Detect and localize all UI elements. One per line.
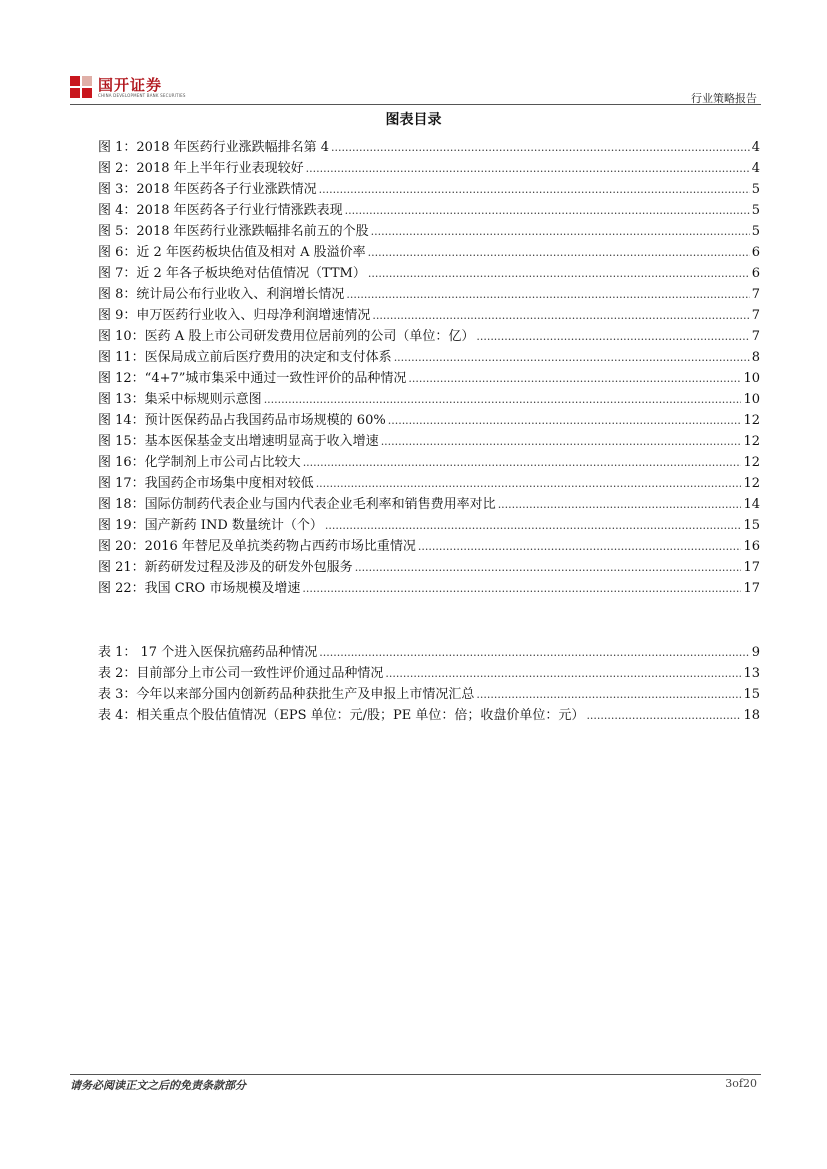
table-entry-label: 表 4：相关重点个股估值情况（EPS 单位：元/股；PE 单位：倍；收盘价单位：元）	[98, 708, 585, 723]
header-divider	[70, 104, 761, 105]
table-entry[interactable]	[98, 705, 760, 726]
leader-dots	[418, 536, 742, 557]
leader-dots	[381, 431, 742, 452]
leader-dots	[498, 494, 742, 515]
figure-list	[98, 137, 760, 599]
company-logo	[70, 76, 186, 98]
table-entry-label: 表 1： 17 个进入医保抗癌药品种情况	[98, 645, 318, 660]
figure-entry-label: 图 19：国产新药 IND 数量统计（个）	[98, 518, 323, 533]
leader-dots	[316, 473, 742, 494]
table-entry[interactable]	[98, 684, 760, 705]
figure-entry-label: 图 17：我国药企市场集中度相对较低	[98, 476, 314, 491]
table-entry-label: 表 2：目前部分上市公司一致性评价通过品种情况	[98, 666, 384, 681]
figure-entry-page: 10	[743, 392, 760, 407]
logo-mark-icon	[70, 76, 92, 98]
leader-dots	[476, 326, 749, 347]
figure-entry[interactable]	[98, 410, 760, 431]
figure-entry-label: 图 12：“4+7”城市集采中通过一致性评价的品种情况	[98, 371, 407, 386]
figure-entry[interactable]	[98, 368, 760, 389]
figure-entry[interactable]	[98, 158, 760, 179]
leader-dots	[408, 368, 741, 389]
leader-dots	[368, 263, 750, 284]
footer-divider	[70, 1074, 761, 1075]
figure-entry[interactable]	[98, 242, 760, 263]
figure-entry-page: 4	[751, 161, 760, 176]
figure-entry-label: 图 10：医药 A 股上市公司研发费用位居前列的公司（单位：亿）	[98, 329, 475, 344]
table-entry[interactable]	[98, 663, 760, 684]
figure-entry[interactable]	[98, 179, 760, 200]
figure-entry[interactable]	[98, 221, 760, 242]
figure-entry[interactable]	[98, 284, 760, 305]
figure-entry-label: 图 20：2016 年替尼及单抗类药物占西药市场比重情况	[98, 539, 416, 554]
leader-dots	[325, 515, 742, 536]
table-entry-page: 15	[743, 687, 760, 702]
leader-dots	[371, 221, 750, 242]
leader-dots	[476, 684, 741, 705]
figure-entry-page: 12	[743, 434, 760, 449]
figure-entry[interactable]	[98, 515, 760, 536]
leader-dots	[303, 452, 742, 473]
figure-entry-label: 图 5：2018 年医药行业涨跌幅排名前五的个股	[98, 224, 369, 239]
figure-entry-page: 12	[743, 455, 760, 470]
figure-entry-label: 图 21：新药研发过程及涉及的研发外包服务	[98, 560, 353, 575]
figure-entry[interactable]	[98, 431, 760, 452]
figure-entry-label: 图 16：化学制剂上市公司占比较大	[98, 455, 301, 470]
figure-entry-page: 4	[751, 140, 760, 155]
leader-dots	[319, 179, 750, 200]
figure-entry-label: 图 9：申万医药行业收入、归母净利润增速情况	[98, 308, 371, 323]
figure-entry-page: 8	[751, 350, 760, 365]
leader-dots	[331, 137, 750, 158]
leader-dots	[394, 347, 750, 368]
figure-entry[interactable]	[98, 263, 760, 284]
figure-entry-label: 图 22：我国 CRO 市场规模及增速	[98, 581, 301, 596]
figure-entry-page: 17	[743, 560, 760, 575]
figure-entry-page: 17	[743, 581, 760, 596]
figure-entry-page: 10	[743, 371, 760, 386]
figure-entry-page: 5	[751, 224, 760, 239]
figure-entry[interactable]	[98, 452, 760, 473]
figure-entry-page: 5	[751, 182, 760, 197]
table-entry-page: 9	[751, 645, 760, 660]
figure-entry[interactable]	[98, 494, 760, 515]
leader-dots	[346, 284, 749, 305]
figure-entry-label: 图 7：近 2 年各子板块绝对估值情况（TTM）	[98, 266, 366, 281]
figure-entry-page: 6	[751, 245, 760, 260]
figure-entry[interactable]	[98, 473, 760, 494]
leader-dots	[385, 663, 741, 684]
figure-entry[interactable]	[98, 137, 760, 158]
figure-entry[interactable]	[98, 326, 760, 347]
leader-dots	[319, 642, 750, 663]
figure-entry-page: 14	[743, 497, 760, 512]
figure-entry-label: 图 3：2018 年医药各子行业涨跌情况	[98, 182, 317, 197]
leader-dots	[302, 578, 741, 599]
figure-entry-label: 图 13：集采中标规则示意图	[98, 392, 262, 407]
figure-entry-page: 16	[743, 539, 760, 554]
figure-entry-page: 6	[751, 266, 760, 281]
leader-dots	[355, 557, 742, 578]
leader-dots	[264, 389, 742, 410]
figure-entry-page: 5	[751, 203, 760, 218]
figure-entry-label: 图 8：统计局公布行业收入、利润增长情况	[98, 287, 345, 302]
figure-entry-page: 7	[751, 287, 760, 302]
figure-entry-page: 12	[743, 476, 760, 491]
leader-dots	[345, 200, 750, 221]
report-type: 行业策略报告	[691, 92, 757, 105]
table-list	[98, 642, 760, 726]
leader-dots	[388, 410, 742, 431]
figure-entry-label: 图 14：预计医保药品占我国药品市场规模的 60%	[98, 413, 386, 428]
figure-entry[interactable]	[98, 536, 760, 557]
figure-entry-page: 7	[751, 308, 760, 323]
leader-dots	[372, 305, 749, 326]
leader-dots	[586, 705, 741, 726]
logo-name: 国开证券	[98, 75, 163, 94]
toc-title: 图表目录	[385, 112, 442, 128]
logo-subtitle: CHINA DEVELOPMENT BANK SECURITIES	[98, 92, 186, 98]
figure-entry[interactable]	[98, 557, 760, 578]
footer-disclaimer: 请务必阅读正文之后的免责条款部分	[70, 1079, 246, 1092]
figure-entry-label: 图 15：基本医保基金支出增速明显高于收入增速	[98, 434, 379, 449]
figure-entry-label: 图 4：2018 年医药各子行业行情涨跌表现	[98, 203, 343, 218]
figure-entry-page: 15	[743, 518, 760, 533]
leader-dots	[306, 158, 750, 179]
figure-entry-label: 图 1：2018 年医药行业涨跌幅排名第 4	[98, 140, 330, 155]
figure-entry-label: 图 11：医保局成立前后医疗费用的决定和支付体系	[98, 350, 392, 365]
figure-entry[interactable]	[98, 305, 760, 326]
table-entry-label: 表 3：今年以来部分国内创新药品种获批生产及申报上市情况汇总	[98, 687, 475, 702]
figure-entry-page: 7	[751, 329, 760, 344]
figure-entry-label: 图 2：2018 年上半年行业表现较好	[98, 161, 304, 176]
figure-entry-label: 图 6：近 2 年医药板块估值及相对 A 股溢价率	[98, 245, 366, 260]
figure-entry-label: 图 18：国际仿制药代表企业与国内代表企业毛利率和销售费用率对比	[98, 497, 496, 512]
table-entry-page: 18	[743, 708, 760, 723]
figure-entry[interactable]	[98, 347, 760, 368]
table-entry[interactable]	[98, 642, 760, 663]
figure-entry[interactable]	[98, 389, 760, 410]
figure-entry-page: 12	[743, 413, 760, 428]
figure-entry[interactable]	[98, 200, 760, 221]
page-number: 3of20	[725, 1077, 757, 1090]
table-entry-page: 13	[743, 666, 760, 681]
leader-dots	[368, 242, 750, 263]
figure-entry[interactable]	[98, 578, 760, 599]
